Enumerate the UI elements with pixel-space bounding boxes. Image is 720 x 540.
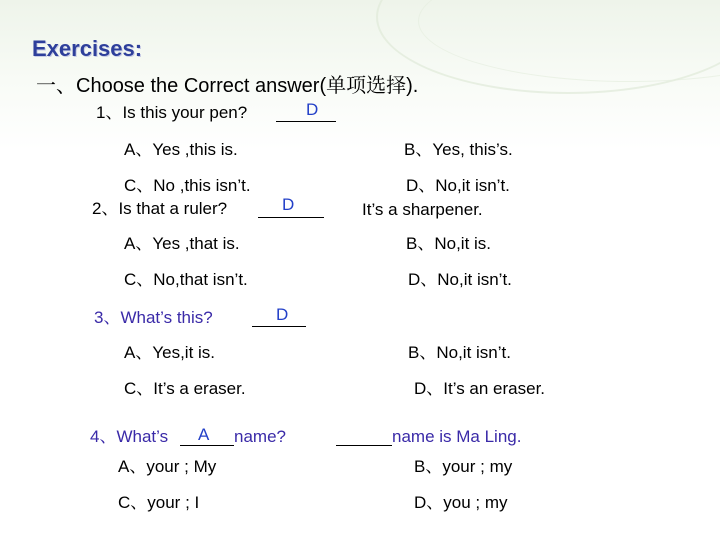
question-2-prompt: 2、Is that a ruler? bbox=[92, 199, 228, 218]
question-2-option-d: D、No,it isn’t. bbox=[408, 270, 512, 289]
question-2-option-a: A、Yes ,that is. bbox=[124, 234, 240, 253]
question-4-blank bbox=[180, 445, 234, 446]
question-4-prompt-mid: name? bbox=[234, 427, 286, 446]
question-2-option-c: C、No,that isn’t. bbox=[124, 270, 248, 289]
question-1-blank bbox=[276, 121, 336, 122]
section-heading: 一、Choose the Correct answer(单项选择). bbox=[36, 75, 419, 97]
question-1-prompt: 1、Is this your pen? bbox=[96, 103, 248, 122]
question-3-answer: D bbox=[276, 305, 289, 324]
question-4-option-d: D、you ; my bbox=[414, 493, 508, 512]
question-1-option-b: B、Yes, this’s. bbox=[404, 140, 513, 159]
question-4-prompt-end: name is Ma Ling. bbox=[392, 427, 522, 446]
question-1-option-d: D、No,it isn’t. bbox=[406, 176, 510, 195]
question-1-option-a: A、Yes ,this is. bbox=[124, 140, 238, 159]
question-1-answer: D bbox=[306, 100, 319, 119]
question-4-option-b: B、your ; my bbox=[414, 457, 513, 476]
question-1-note: It’s a sharpener. bbox=[362, 200, 483, 219]
question-3-option-d: D、It’s an eraser. bbox=[414, 379, 546, 398]
question-1-option-c: C、No ,this isn’t. bbox=[124, 176, 251, 195]
question-4-answer: A bbox=[198, 425, 210, 444]
question-4-option-c: C、your ; I bbox=[118, 493, 200, 512]
question-3-option-a: A、Yes,it is. bbox=[124, 343, 216, 362]
question-4-prompt-start: 4、What’s bbox=[90, 427, 169, 446]
question-3-option-c: C、It’s a eraser. bbox=[124, 379, 246, 398]
question-4-second-blank bbox=[336, 445, 392, 446]
question-2-option-b: B、No,it is. bbox=[406, 234, 492, 253]
question-3-prompt: 3、What’s this? bbox=[94, 308, 213, 327]
question-3-option-b: B、No,it isn’t. bbox=[408, 343, 511, 362]
question-4-option-a: A、your ; My bbox=[118, 457, 217, 476]
question-2-answer: D bbox=[282, 195, 295, 214]
question-2-blank bbox=[258, 217, 324, 218]
question-3-blank bbox=[252, 326, 306, 327]
slide-title: Exercises: bbox=[32, 36, 143, 61]
